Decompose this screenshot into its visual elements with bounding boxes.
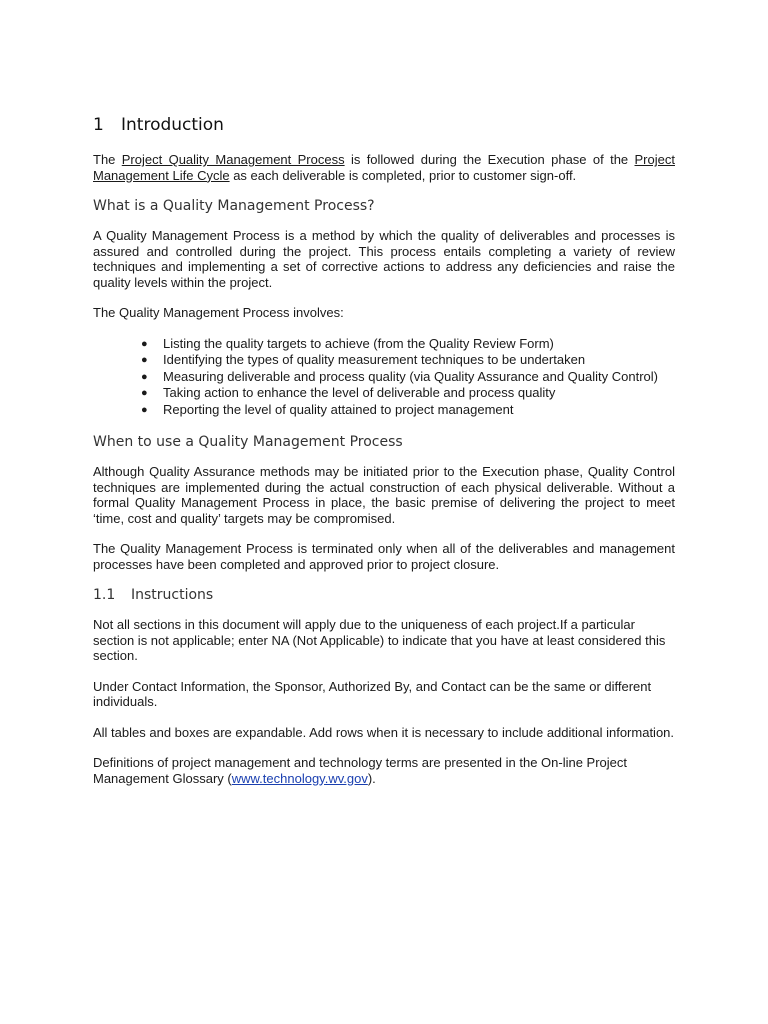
glossary-text: Definitions of project management and technology terms are presented in the On-line Project Management Glossary ( bbox=[93, 755, 628, 786]
bullet-icon: ● bbox=[141, 370, 148, 383]
pmlc-underlined-term: Project Management Life Cycle bbox=[93, 152, 675, 183]
intro-text-3: as each deliverable is completed, prior to customer sign-off. bbox=[229, 167, 577, 183]
list-item-text: Taking action to enhance the level of deliverable and process quality bbox=[163, 385, 556, 400]
list-item bbox=[141, 352, 675, 369]
when-paragraph-1: Although Quality Assurance methods may be initiated prior to the Execution phase, Quality Control techniques are implemented during the actual construction of each physical deliverable. Without a formal Quality Management Process in place, the basic premise of delivering the project to meet ‘time, cost and quality’ targets may be compromised. bbox=[93, 464, 675, 526]
bullet-icon: ● bbox=[141, 403, 148, 416]
when-paragraph-2: The Quality Management Process is terminated only when all of the deliverables and management processes have been completed and approved prior to project closure. bbox=[93, 541, 675, 572]
document-body bbox=[93, 115, 675, 801]
section-heading-instructions bbox=[93, 587, 675, 603]
instructions-paragraph-1: Not all sections in this document will apply due to the uniqueness of each project.If a particular section is not applicable; enter NA (Not Applicable) to indicate that you have at least considered this section. bbox=[93, 617, 666, 663]
section-number: 1.1 bbox=[93, 587, 116, 603]
involves-bullet-list bbox=[93, 336, 675, 419]
list-item bbox=[141, 401, 675, 419]
pqmp-underlined-term: Project Quality Management Process bbox=[121, 152, 345, 167]
section-number: 1 bbox=[93, 115, 104, 135]
list-item bbox=[141, 335, 675, 353]
list-item-text: Listing the quality targets to achieve (from the Quality Review Form) bbox=[163, 335, 554, 351]
section-title: Instructions bbox=[131, 587, 214, 603]
list-item-text: Reporting the level of quality attained to project management bbox=[163, 401, 514, 417]
intro-text-1: The bbox=[93, 152, 122, 167]
subheading-when-to-use: When to use a Quality Management Process bbox=[93, 434, 403, 450]
intro-text-2: is followed during the Execution phase of the bbox=[344, 152, 635, 167]
section-title: Introduction bbox=[121, 115, 224, 135]
intro-paragraph bbox=[93, 152, 675, 183]
section-heading-introduction bbox=[93, 115, 675, 135]
involves-paragraph: The Quality Management Process involves: bbox=[93, 305, 344, 320]
instructions-paragraph-4 bbox=[93, 755, 675, 786]
bullet-icon: ● bbox=[141, 354, 148, 366]
list-item-text: Identifying the types of quality measurement techniques to be undertaken bbox=[163, 352, 586, 367]
instructions-paragraph-3: All tables and boxes are expandable. Add rows when it is necessary to include additional information. bbox=[93, 724, 675, 740]
instructions-paragraph-2: Under Contact Information, the Sponsor, Authorized By, and Contact can be the same or different individuals. bbox=[93, 678, 652, 709]
list-item bbox=[141, 385, 675, 402]
glossary-text-end: ). bbox=[367, 770, 376, 786]
bullet-icon: ● bbox=[141, 387, 148, 399]
list-item bbox=[141, 368, 675, 386]
subheading-what-is-qmp: What is a Quality Management Process? bbox=[93, 198, 375, 214]
glossary-link[interactable]: www.technology.wv.gov bbox=[231, 770, 368, 786]
list-item-text: Measuring deliverable and process quality (via Quality Assurance and Quality Control) bbox=[163, 368, 658, 384]
bullet-icon: ● bbox=[141, 337, 148, 350]
what-paragraph: A Quality Management Process is a method by which the quality of deliverables and processes is assured and controlled during the project. This process entails completing a variety of review techniques and implementing a set of corrective actions to address any deficiencies and raise the quality levels within the project. bbox=[93, 228, 675, 290]
